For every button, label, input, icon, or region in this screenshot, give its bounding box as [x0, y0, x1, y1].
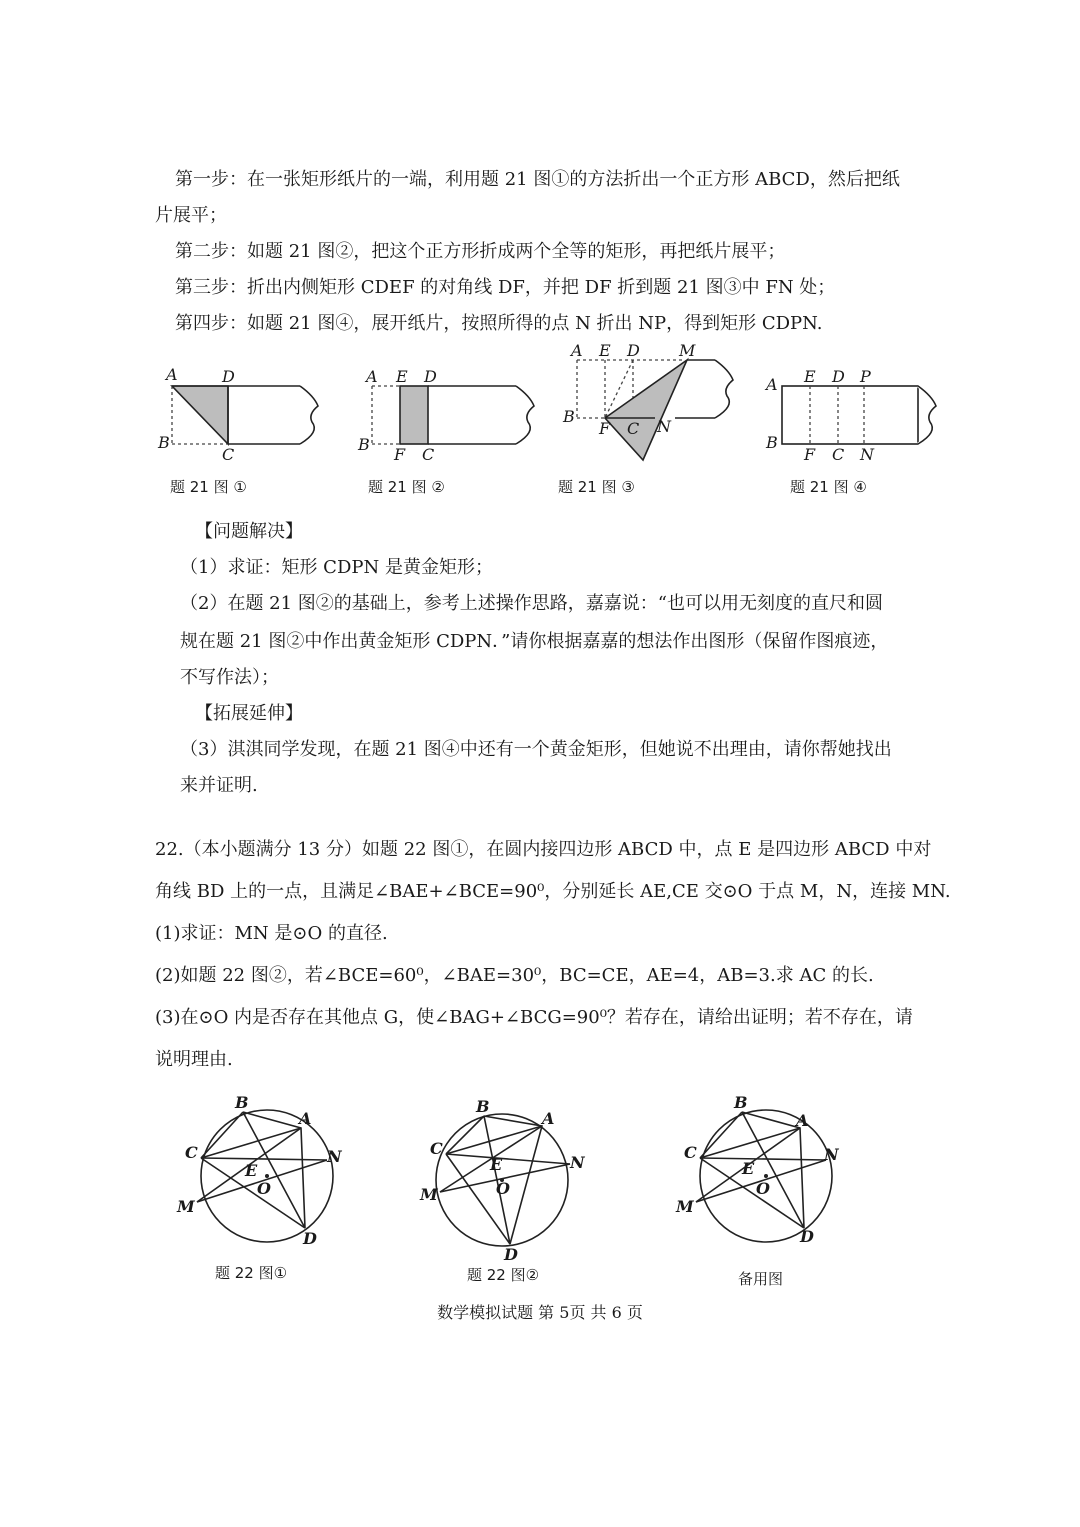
fig21-3-label-M: M: [679, 341, 696, 360]
fig21-1-caption: 题 21 图 ①: [170, 478, 247, 496]
fig21-4-caption: 题 21 图 ④: [790, 478, 867, 496]
fig21-3-label-A: A: [571, 341, 583, 360]
fig21-4-label-N: N: [860, 445, 874, 464]
fig22-1-label-M: M: [177, 1197, 195, 1216]
fig21-1-label-D: D: [222, 367, 235, 386]
figure-21-4: [760, 360, 950, 470]
fig21-4-label-A: A: [766, 375, 778, 394]
fig22-2-label-M: M: [420, 1185, 438, 1204]
extension-heading: 【拓展延伸】: [195, 703, 303, 724]
fig22-2-label-O: O: [496, 1179, 510, 1198]
fig22-backup-caption: 备用图: [738, 1270, 784, 1288]
fig22-3-label-B: B: [734, 1093, 748, 1112]
question-3-line-1: （3）淇淇同学发现，在题 21 图④中还有一个黄金矩形，但她说不出理由，请你帮她找出: [180, 739, 892, 760]
fig21-2-label-A: A: [366, 367, 378, 386]
figure-22-backup: [674, 1093, 854, 1260]
question-2-line-1: （2）在题 21 图②的基础上，参考上述操作思路，嘉嘉说：“也可以用无刻度的直尺和圆: [180, 593, 883, 614]
q22-line-1: 22.（本小题满分 13 分）如题 22 图①，在圆内接四边形 ABCD 中，点 E 是四边形 ABCD 中对: [155, 839, 932, 860]
fig21-3-label-F: F: [599, 419, 611, 438]
fig22-3-label-N: N: [824, 1145, 839, 1164]
fig21-3-caption: 题 21 图 ③: [558, 478, 635, 496]
fig21-2-label-F: F: [394, 445, 406, 464]
fig22-3-label-C: C: [684, 1143, 697, 1162]
fig21-2-label-E: E: [396, 367, 408, 386]
fig22-1-label-A: A: [299, 1109, 312, 1128]
figure-21-2: [350, 360, 540, 470]
fig22-3-label-D: D: [800, 1227, 814, 1246]
fig22-1-label-D: D: [303, 1229, 317, 1248]
problem-heading: 【问题解决】: [195, 521, 303, 542]
fig22-1-caption: 题 22 图①: [215, 1264, 288, 1282]
step-4: 第四步：如题 21 图④，展开纸片，按照所得的点 N 折出 NP，得到矩形 CDPN.: [175, 313, 823, 334]
fig22-1-label-O: O: [257, 1179, 271, 1198]
fig21-1-label-C: C: [222, 445, 235, 464]
q22-line-2: 角线 BD 上的一点，且满足∠BAE+∠BCE=90⁰，分别延长 AE,CE 交⊙O 于点 M，N，连接 MN.: [155, 881, 951, 902]
q22-line-4: (2)如题 22 图②，若∠BCE=60⁰，∠BAE=30⁰，BC=CE，AE=4，AB=3.求 AC 的长.: [155, 965, 874, 986]
fig21-4-label-C: C: [832, 445, 845, 464]
fig22-2-label-E: E: [490, 1155, 503, 1174]
fig21-4-label-F: F: [804, 445, 816, 464]
fig21-4-label-B: B: [766, 433, 778, 452]
fig22-3-label-A: A: [796, 1111, 809, 1130]
fig21-3-label-E: E: [599, 341, 611, 360]
fig21-3-label-C: C: [627, 419, 640, 438]
fig21-3-label-N: N: [657, 417, 671, 436]
step-1-line-2: 片展平；: [155, 205, 227, 226]
step-1-line-1: 第一步：在一张矩形纸片的一端，利用题 21 图①的方法折出一个正方形 ABCD，然后把纸: [175, 169, 900, 190]
fig21-2-caption: 题 21 图 ②: [368, 478, 445, 496]
fig21-3-label-B: B: [563, 407, 575, 426]
fig22-2-label-C: C: [430, 1139, 443, 1158]
fig21-4-label-P: P: [860, 367, 871, 386]
fig21-4-label-E: E: [804, 367, 816, 386]
fig22-1-label-E: E: [245, 1161, 258, 1180]
page-footer: 数学模拟试题 第 5页 共 6 页: [437, 1303, 643, 1322]
step-3: 第三步：折出内侧矩形 CDEF 的对角线 DF，并把 DF 折到题 21 图③中 FN 处；: [175, 277, 836, 298]
question-3-line-2: 来并证明.: [180, 775, 258, 796]
fig22-3-label-M: M: [676, 1197, 694, 1216]
fig22-1-label-C: C: [185, 1143, 198, 1162]
figure-22-1: [175, 1093, 355, 1260]
fig22-1-label-N: N: [327, 1147, 342, 1166]
fig21-4-label-D: D: [832, 367, 845, 386]
figure-22-2: [420, 1097, 600, 1264]
figure-21-3: [555, 340, 755, 470]
fig21-1-label-A: A: [166, 365, 178, 384]
fig22-2-label-A: A: [542, 1109, 555, 1128]
fig21-2-label-D: D: [424, 367, 437, 386]
q22-line-5: (3)在⊙O 内是否存在其他点 G，使∠BAG+∠BCG=90⁰？若存在，请给出证明；若不存在，请: [155, 1007, 913, 1028]
step-2: 第二步：如题 21 图②，把这个正方形折成两个全等的矩形，再把纸片展平；: [175, 241, 786, 262]
fig21-3-label-D: D: [627, 341, 640, 360]
fig22-2-label-D: D: [504, 1245, 518, 1264]
fig21-2-label-B: B: [358, 435, 370, 454]
q22-line-6: 说明理由.: [155, 1049, 233, 1070]
figure-21-1: [150, 360, 340, 470]
fig21-1-label-B: B: [158, 433, 170, 452]
fig22-2-label-N: N: [570, 1153, 585, 1172]
fig22-3-label-E: E: [742, 1159, 755, 1178]
fig22-3-label-O: O: [756, 1179, 770, 1198]
fig21-2-label-C: C: [422, 445, 435, 464]
question-2-line-3: 不写作法）；: [180, 667, 279, 688]
fig22-1-label-B: B: [235, 1093, 249, 1112]
question-2-line-2: 规在题 21 图②中作出黄金矩形 CDPN．”请你根据嘉嘉的想法作出图形（保留作图痕迹，: [180, 631, 889, 652]
fig22-2-label-B: B: [476, 1097, 490, 1116]
q22-line-3: (1)求证：MN 是⊙O 的直径.: [155, 923, 388, 944]
fig22-2-caption: 题 22 图②: [467, 1266, 540, 1284]
question-1: （1）求证：矩形 CDPN 是黄金矩形；: [180, 557, 493, 578]
